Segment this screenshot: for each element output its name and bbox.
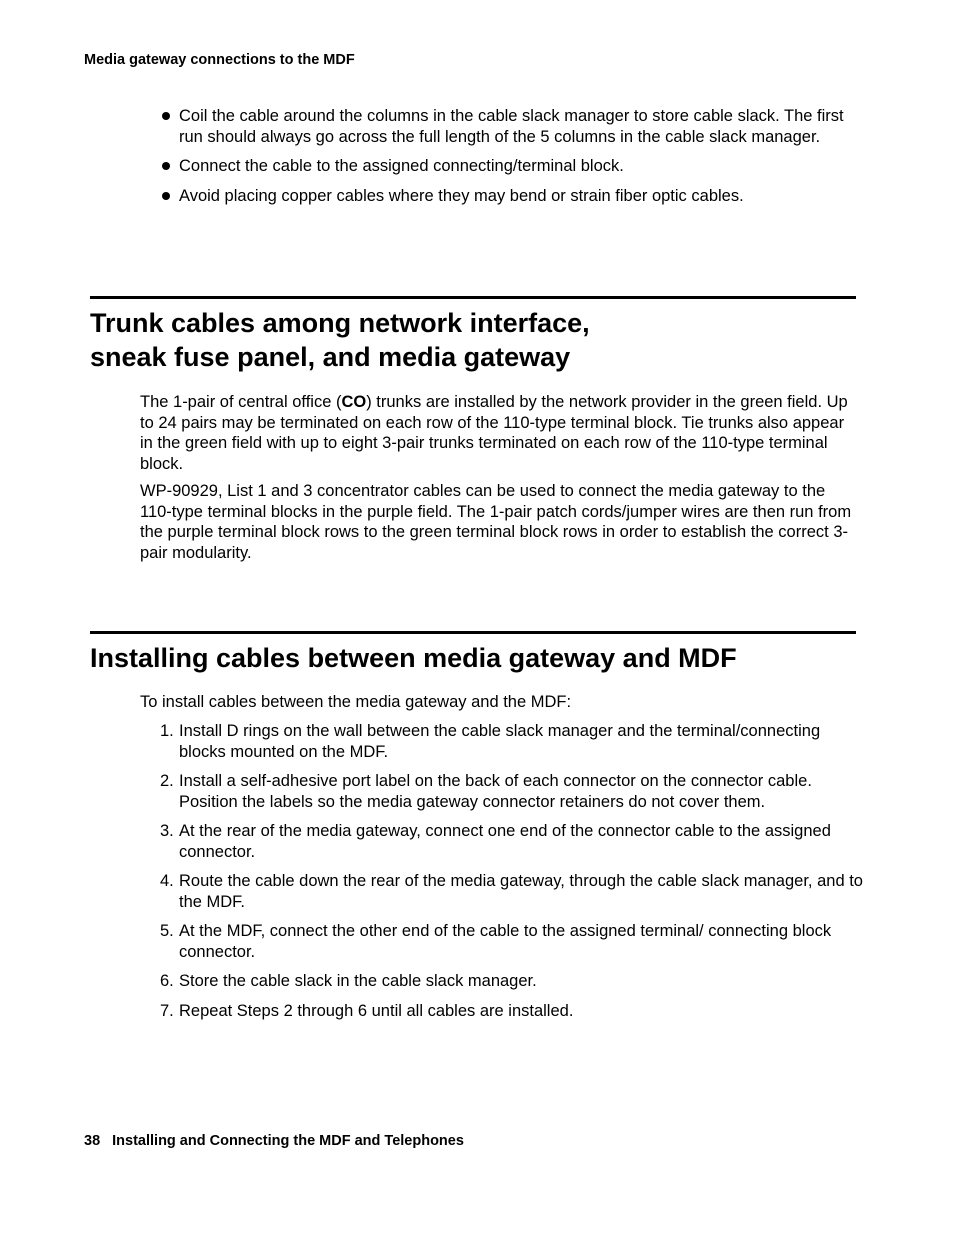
list-item-text: Coil the cable around the columns in the cable slack manager to store cable slack. The first run should always go across the full length of the 5 columns in the cable slack manager. <box>179 107 844 146</box>
list-item <box>160 106 860 147</box>
section-title-trunk-cables <box>90 306 590 374</box>
list-item <box>160 921 870 962</box>
procedure-intro: To install cables between the media gateway and the MDF: <box>140 693 572 711</box>
title-line: sneak fuse panel, and media gateway <box>90 342 571 372</box>
section-divider <box>90 296 856 299</box>
step-text: Install a self-adhesive port label on the back of each connector on the connector cable. Position the labels so the media gateway connector retainers do not cover them. <box>179 772 812 811</box>
body-paragraph <box>140 392 860 474</box>
procedure-steps <box>160 721 870 1030</box>
step-number: 6. <box>160 972 174 990</box>
list-item-text: Avoid placing copper cables where they may bend or strain fiber optic cables. <box>179 186 744 205</box>
list-item-text: Connect the cable to the assigned connecting/terminal block. <box>179 157 624 175</box>
bold-term: CO <box>341 393 367 411</box>
list-item <box>160 821 870 862</box>
step-number: 4. <box>160 872 174 890</box>
step-number: 5. <box>160 922 174 940</box>
step-number: 2. <box>160 772 174 790</box>
step-text: Repeat Steps 2 through 6 until all cables are installed. <box>179 1001 574 1020</box>
page-footer <box>84 1133 464 1149</box>
list-item <box>160 186 860 207</box>
step-number: 3. <box>160 822 174 840</box>
bullet-list <box>160 106 860 215</box>
text-run: The 1-pair of central office ( <box>140 393 342 411</box>
list-item <box>160 156 860 177</box>
step-text: Store the cable slack in the cable slack manager. <box>179 972 537 990</box>
section-divider <box>90 631 856 634</box>
running-head: Media gateway connections to the MDF <box>84 52 355 68</box>
bullet-icon <box>162 162 170 170</box>
list-item <box>160 1001 870 1022</box>
bullet-icon <box>162 192 170 200</box>
text-run: ) trunks are installed by the network provider in the green field. Up to 24 pairs may be terminated on each row of the 110-type terminal block. Tie trunks also appear in the green field with up to eight 3-pair trunks terminated on each row of the 110-type terminal block. <box>140 393 848 473</box>
step-text: At the MDF, connect the other end of the cable to the assigned terminal/ connecting block connector. <box>179 922 832 961</box>
footer-title: Installing and Connecting the MDF and Telephones <box>112 1133 464 1149</box>
list-item <box>160 721 870 762</box>
step-number: 1. <box>160 722 174 740</box>
step-number: 7. <box>160 1001 174 1020</box>
bullet-icon <box>162 112 170 120</box>
step-text: Install D rings on the wall between the cable slack manager and the terminal/connecting blocks mounted on the MDF. <box>179 722 821 761</box>
list-item <box>160 771 870 812</box>
list-item <box>160 971 870 992</box>
step-text: Route the cable down the rear of the media gateway, through the cable slack manager, and to the MDF. <box>179 872 863 911</box>
step-text: At the rear of the media gateway, connect one end of the connector cable to the assigned connector. <box>179 822 831 861</box>
list-item <box>160 871 870 912</box>
body-paragraph: WP-90929, List 1 and 3 concentrator cables can be used to connect the media gateway to the 110-type terminal blocks in the purple field. The 1-pair patch cords/jumper wires are then run from the purple terminal block rows to the green terminal block rows in order to establish the correct 3-pair modularity. <box>140 482 852 562</box>
page-number: 38 <box>84 1133 101 1149</box>
title-line: Trunk cables among network interface, <box>90 308 590 338</box>
section-title-installing-cables: Installing cables between media gateway and MDF <box>90 643 737 673</box>
